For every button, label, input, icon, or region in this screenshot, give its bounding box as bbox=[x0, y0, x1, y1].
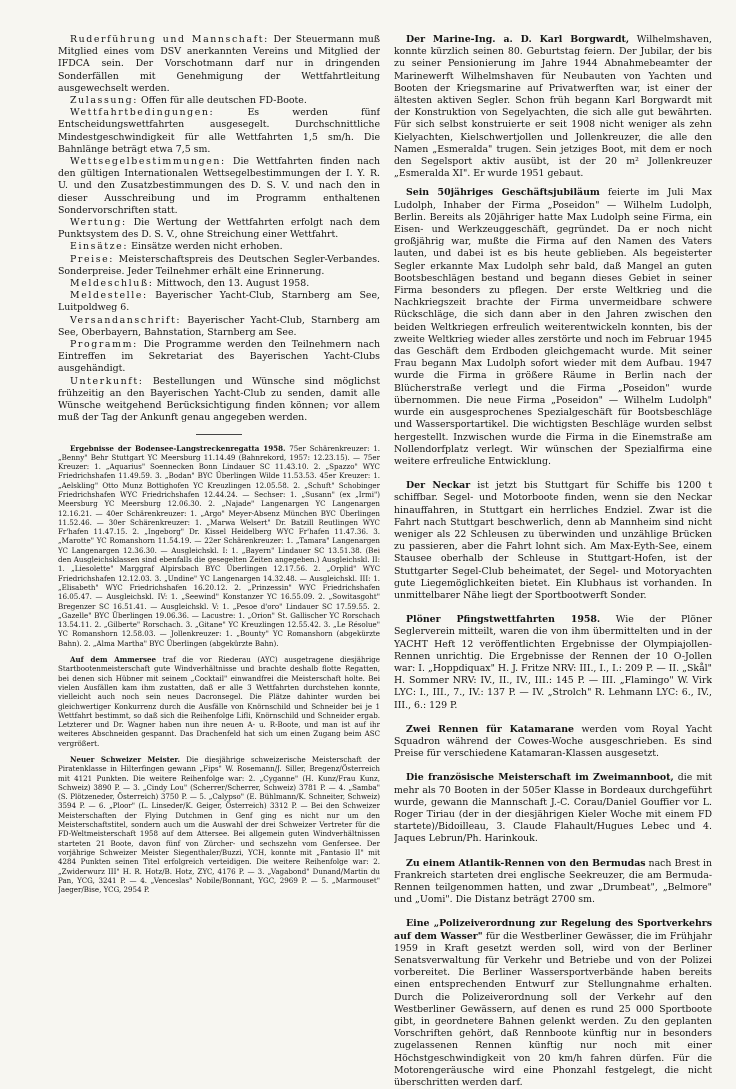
paragraph-heading: Ergebnisse der Bodensee-Langstreckenregatta 1958. bbox=[70, 443, 286, 453]
article-ammersee bbox=[58, 655, 380, 748]
paragraph-heading: Der Neckar bbox=[406, 480, 471, 492]
paragraph-heading: Programm: bbox=[70, 339, 138, 351]
article-programm bbox=[58, 339, 380, 376]
paragraph-body: ist jetzt bis Stuttgart für Schiffe bis 1200 t schiffbar. Segel- und Motorboote finden, wenn sie den Neckar hinauffahren, in Stuttgart ein herrliches Endziel. Zwar ist die Fahrt nach Stuttgart beschwerlich, denn ab Mannheim sind nicht weniger als 22 Schleusen zu überwinden und unzählige Brücken zu passieren, aber die Fahrt lohnt sich. Am Max-Eyth-See, einem Stausee oberhalb der Schleuse in Stuttgart-Hofen, ist der Stuttgarter Segel-Club beheimatet, der Segel- und Motoryachten gute Liegemöglichkeiten bietet. Ein Klubhaus ist vorhanden. In unmittelbarer Nähe liegt der Sportbootwerft Sonder. bbox=[394, 480, 712, 601]
paragraph-heading: Plöner Pfingstwettfahrten 1958. bbox=[406, 614, 601, 626]
paragraph-heading: Einsätze: bbox=[70, 241, 129, 253]
paragraph-body: Es werden fünf Entscheidungswettfahrten ausgesegelt. Durchschnittliche Mindestgeschwindigkeit für alle Wettfahrten 1,5 sm/h. Die Bahnlänge beträgt etwa 7,5 sm. bbox=[58, 107, 380, 155]
paragraph-body: Der Steuermann muß Mitglied eines vom DSV anerkannten Vereins und Mitglied der IFDCA sein. Der Vorschotmann darf nur in dringenden Sonderfällen mit Genehmigung der Wettfahrtleitung ausgewechselt werden. bbox=[58, 34, 380, 94]
paragraph-heading: Wettfahrtbedingungen: bbox=[70, 107, 215, 119]
article-jubilaeum bbox=[394, 187, 712, 468]
article-zulassung bbox=[58, 95, 380, 107]
article-einsaetze bbox=[58, 241, 380, 253]
paragraph-body: Bayerischer Yacht-Club, Starnberg am See, Oberbayern, Bahnstation, Starnberg am See. bbox=[58, 314, 380, 338]
paragraph-heading: Wettsegelbestimmungen: bbox=[70, 156, 226, 168]
article-unterkunft bbox=[58, 376, 380, 425]
paragraph-heading: Ruderführung und Mannschaft: bbox=[70, 34, 269, 45]
paragraph-body: Einsätze werden nicht erhoben. bbox=[131, 241, 283, 253]
paragraph-body: nach Brest in Frankreich starteten drei englische Seekreuzer, die am Bermuda-Rennen teilgenommen hatten, und zwar „Drumbeat", „Belmore" und „Uomi". Die Distanz beträgt 2700 sm. bbox=[394, 857, 712, 906]
paragraph-heading: Unterkunft: bbox=[70, 375, 144, 387]
paragraph-heading: Eine „Polizeiverordnung zur Regelung des Sportverkehrs auf dem Wasser" bbox=[394, 918, 712, 942]
right-column bbox=[394, 34, 712, 1089]
paragraph-heading: Zu einem Atlantik-Rennen von den Bermudas bbox=[406, 857, 646, 869]
paragraph-body: Die Programme werden den Teilnehmern nach Eintreffen im Sekretariat des Bayerischen Yacht-Clubs ausgehändigt. bbox=[58, 339, 380, 375]
paragraph-body: feierte im Juli Max Ludolph, Inhaber der Firma „Poseidon" — Wilhelm Ludolph, Berlin. Bereits als 20jähriger hatte Max Ludolph seine Firma, ein Eisen- und Werkzeuggeschäft, gegründet. Da er noch nicht großjährig war, mußte die Firma auf den Namen des Vaters lauten, und dabei ist es bis heute geblieben. Als begeisterter Segler erkannte Max Ludolph sehr bald, daß Mangel an guten Bootsbeschlägen bestand und begann dieses Gebiet in seiner Firma besonders zu pflegen. Der erste Weltkrieg und die Nachkriegszeit brachte der Firma unvermeidbare schwere Rückschläge, die sich dann aber in den Jahren zwischen den beiden Weltkriegen erfreulich weiterentwickeln konnten, bis der zweite Weltkrieg wieder alles zerstörte und noch im Februar 1945 das Geschäft dem Erdboden gleichgemacht wurde. Mit seiner Frau begann Max Ludolph sofort wieder mit dem Aufbau. 1947 wurde die Firma in größere Räume in Berlin nach der Blücherstraße verlegt und die Firma „Poseidon" wurde übernommen. Die neue Firma „Poseidon" — Wilhelm Ludolph" wurde ein ausgesprochenes Spezialgeschäft für Bootsbeschläge und Wassersportartikel. Die wichtigsten Beschläge wurden selbst hergestellt. Inzwischen wurde die Firma in die Einemstraße am Nollendorfplatz verlegt. Wir wünschen der Spezialfirma eine weitere erfreuliche Entwicklung. bbox=[394, 187, 712, 467]
paragraph-heading: Versandanschrift: bbox=[70, 314, 182, 326]
article-preise bbox=[58, 254, 380, 278]
article-katamarane bbox=[394, 724, 712, 761]
paragraph-body: Wie der Plöner Seglerverein mitteilt, waren die von ihm übermittelten und in der YACHT Heft 12 veröffentlichten Ergebnisse der Olympiajollen-Rennen unrichtig. Die Ergebnisse der Rennen der 10 O-Jollen war: I. „Hoppdiquax" H. J. Fritze NRV: III., I., I.: 209 P. — II. „Skål" H. Sommer NRV: IV., II., IV., III.: 145 P. — III. „Flamingo" W. Virk LYC: I., III., 7., IV.: 137 P. — IV. „Strolch" R. Lehmann LYC: 6., IV., III., 6.: 129 P. bbox=[394, 614, 712, 711]
paragraph-body: 75er Schärenkreuzer: 1. „Benny" Behr Stuttgart YC Meersburg 11.14.49 (Bahnrekord, 1957: 12.23.15). — 75er Kreuzer: 1. „Aquarius" Soennecken Bonn Lindauer SC 11.43.10. 2. „Spazzo" WYC Friedrichshafen 11.49.59. 3. „Bodan" BYC Überlingen Wilde 11.53.53. 45er Kreuzer: 1. „Aelskling" Otto Munz Bottighofen YC Kreuzlingen 12.05.58. 2. „Schuft" Schobinger Friedrichshafen WYC Friedrichshafen 12.44.24. — Sechser: 1. „Susann" (ex „Irmi") Meersburg YC Meersburg 12.06.30. 2. „Najade" Langenargen YC Langenargen 12.16.21. — 40er Schärenkreuzer: 1. „Argo" Meyer-Absenz München BYC Überlingen 11.52.46. — 30er Schärenkreuzer: 1. „Marwa Welsert" Dr. Batzill Reutlingen WYC Fr'hafen 11.47.15. 2. „Ingeborg" Dr. Kissel Heidelberg WYC Fr'hafen 11.47.36. 3. „Marotte" YC Romanshorn 11.54.19. — 22er Schärenkreuzer: 1. „Tamara" Langenargen YC Langenargen 12.36.30. — Ausgleichskl. I: 1. „Bayern" Lindauer SC 13.51.38. (Bei den Ausgleichsklassen sind ebenfalls die gesegelten Zeiten angegeben.) Ausgleichskl. II: 1. „Liesolette" Marggraf Alpirsbach BYC Überlingen 12.17.56. 2. „Orplid" WYC Friedrichshafen 12.12.03. 3. „Undine" YC Langenargen 14.32.48. — Ausgleichskl. III: 1. „Elisabeth" WYC Friedrichshafen 16.20.12. 2. „Prinzessin" WYC Friedrichshafen 16.05.47. — Ausgleichskl. IV: 1. „Seewind" Konstanzer YC 16.55.09. 2. „Sowitasgoht" Bregenzer SC 16.51.41. — Ausgleichskl. V: 1. „Pesoe d'oro" Lindauer SC 17.59.55. 2. „Gazelle" BYC Überlingen 19.06.36. — Lacustre: 1. „Orion" St. Gallischer YC Rorschach 13.54.11. 2. „Gilberte" Rorschach. 3. „Gitane" YC Kreuzlingen 12.55.42. 3. „Le Résolue" YC Romanshorn 12.58.03. — Jollenkreuzer: 1. „Bounty" YC Romanshorn (abgekürzte Bahn). 2. „Alma Martha" BYC Überlingen (abgekürzte Bahn). bbox=[58, 443, 380, 648]
paragraph-heading: Zulassung: bbox=[70, 95, 138, 107]
paragraph-body: Bayerischer Yacht-Club, Starnberg am See, Luitpoldweg 6. bbox=[58, 290, 380, 314]
paragraph-body: die mit mehr als 70 Booten in der 505er Klasse in Bordeaux durchgeführt wurde, gewann die Mannschaft J.-C. Corau/Daniel Gouffier vor L. Roger Tiriau (der in der diesjährigen Kieler Woche mit einem FD startete)/Bidoilleau, 3. Claude Flahault/Hugues Lebec und 4. Jaques Lebrun/Ph. Harinkouk. bbox=[394, 772, 712, 845]
paragraph-heading: Der Marine-Ing. a. D. Karl Borgwardt, bbox=[406, 34, 630, 45]
article-atlantik-rennen bbox=[394, 858, 712, 907]
paragraph-heading: Zwei Rennen für Katamarane bbox=[406, 723, 575, 735]
paragraph-body: Offen für alle deutschen FD-Boote. bbox=[140, 95, 307, 107]
article-schweizer-meister bbox=[58, 755, 380, 894]
paragraph-heading: Preise: bbox=[70, 253, 115, 265]
article-versandanschrift bbox=[58, 315, 380, 339]
article-borgwardt bbox=[394, 34, 712, 180]
paragraph-heading: Neuer Schweizer Meister. bbox=[70, 755, 180, 764]
paragraph-body: Bestellungen und Wünsche sind möglichst frühzeitig an den Bayerischen Yacht-Club zu senden, damit alle Wünsche weitgehend Berücksichtigung finden können; vor allem muß der Tag der Ankunft genau angegeben werden. bbox=[58, 375, 380, 424]
article-polizeiverordnung bbox=[394, 918, 712, 1089]
article-wettsegelbestimmungen bbox=[58, 156, 380, 217]
paragraph-body: traf die vor Riederau (AYC) ausgetragene diesjährige Startbootenmeisterschaft gute Windverhältnisse und brachte deshalb flotte Regatten, bei denen sich Hübner mit seinem „Cocktail" einwandfrei die Meisterschaft holte. Bei vielen Ausfällen kam ihm zustatten, daß er alle 3 Wettfahrten durchstehen konnte, vielleicht auch noch sein neues Dacronsegel. Die Plätze dahinter wurden bei gleichwertiger Konkurrenz durch die Ausfälle von Knörnschild und Schneider bei je 1 Wettfahrt bestimmt, so daß sich die Reihenfolge Lifli, Knörnschild und Schneider ergab. Letzterer und Dr. Wagner haben nun ihre neuen A- u. R-Boote, und man ist auf ihr weiteres Abschneiden gespannt. Das Drachenfeld hat sich um einen Zugang beim ASC vergrößert. bbox=[58, 655, 380, 748]
article-franzoesische-meisterschaft bbox=[394, 772, 712, 845]
paragraph-heading: Meldestelle: bbox=[70, 290, 148, 302]
article-neckar bbox=[394, 480, 712, 602]
article-wettfahrtbedingungen bbox=[58, 107, 380, 156]
left-column bbox=[58, 34, 380, 894]
paragraph-body: werden vom Royal Yacht Squadron während der Cowes-Woche ausgeschrieben. Es sind Preise für verschiedene Katamaran-Klassen ausgesetzt. bbox=[394, 723, 712, 760]
paragraph-body: Mittwoch, den 13. August 1958. bbox=[156, 278, 310, 290]
article-meldeschluss bbox=[58, 278, 380, 290]
paragraph-heading: Meldeschluß: bbox=[70, 278, 154, 290]
article-wertung bbox=[58, 217, 380, 241]
paragraph-heading: Sein 50jähriges Geschäftsjubiläum bbox=[406, 187, 600, 199]
paragraph-body: Wilhelmshaven, konnte kürzlich seinen 80. Geburtstag feiern. Der Jubilar, der bis zu seiner Pensionierung im Jahre 1944 Abnahmebeamter der Marinewerft Wilhelmshaven für Neubauten von Yachten und Booten der Kriegsmarine auf Privatwerften war, ist einer der ältesten aktiven Segler. Schon früh begann Karl Borgwardt mit der Konstruktion von Segelyachten, die sich alle gut bewährten. Für sich selbst konstruierte er seit 1908 nicht weniger als zehn Kielyachten, Kielschwertjollen und Jollenkreuzer, die alle den Namen „Esmeralda" trugen. Sein jetziges Boot, mit dem er noch den Segelsport aktiv ausübt, ist der 20 m² Jollenkreuzer „Esmeralda XI". Er wurde 1951 gebaut. bbox=[394, 34, 712, 180]
article-ploener bbox=[394, 614, 712, 712]
divider bbox=[196, 434, 242, 435]
paragraph-body: für die Westberliner Gewässer, die im Frühjahr 1959 in Kraft gesetzt werden soll, wird von der Berliner Senatsverwaltung für Verkehr und Betriebe und von der Polizei vorbereitet. Die Berliner Wassersportverbände haben bereits einen entsprechenden Entwurf zur Stellungnahme erhalten. Durch die Polizeiverordnung soll der Verkehr auf den Westberliner Gewässern, auf denen es rund 25 000 Sportboote gibt, in geordnetere Bahnen gelenkt werden. Zu den geplanten Vorschriften gehört, daß Rennboote künftig nur in besonders zugelassenen Rennen künftig nur noch mit einer Höchstgeschwindigkeit von 20 km/h fahren dürfen. Für die Motorengeräusche wird eine Phonzahl festgelegt, die nicht überschritten werden darf. bbox=[394, 930, 712, 1089]
paragraph-body: Meisterschaftspreis des Deutschen Segler-Verbandes. Sonderpreise. Jeder Teilnehmer erhält eine Erinnerung. bbox=[58, 253, 380, 277]
paragraph-heading: Wertung: bbox=[70, 217, 127, 229]
article-ruderfuehrung bbox=[58, 34, 380, 95]
paragraph-heading: Auf dem Ammersee bbox=[70, 655, 157, 665]
paragraph-heading: Die französische Meisterschaft im Zweimannboot, bbox=[406, 772, 674, 784]
paragraph-body: Die diesjährige schweizerische Meisterschaft der Piratenklasse in Hilterfingen gewann „Fips" W. Rosemann/J. Siller, Bregenz/Österreich mit 4121 Punkten. Die weitere Reihenfolge war: 2. „Cyganne" (H. Kunz/Frau Kunz, Schweiz) 3890 P. — 3. „Cindy Lou" (Scherrer/Scherrer, Schweiz) 3781 P. — 4. „Samba" (S. Plötzeneder, Österreich) 3750 P. — 5. „Calypso" (E. Bühlmann/K. Schneiter, Schweiz) 3594 P. — 6. „Ploor" (L. Linseder/K. Geiger, Österreich) 3312 P. — Bei den Schweizer Meisterschaften der Flying Dutchmen in Genf ging es nicht nur um den Meisterschaftstitel, sondern auch um die Auswahl der drei Schweizer Vertreter für die FD-Weltmeisterschaft 1958 auf dem Attersee. Bei allgemein guten Windverhältnissen starteten 21 Boote, davon fünf von Zürcher- und sechszehn vom Genfersee. Der vorjährige Schweizer Meister Siegenthaler/Buzzi, YCH, konnte mit „Fantasio II" mit 4284 Punkten seinen Titel erfolgreich verteidigen. Die weitere Reihenfolge war: 2. „Zwiderwurz III" H. R. Hotz/B. Hotz, ZYC, 4176 P. — 3. „Vagabond" Dunand/Martin du Pan, YCG, 3241 P. — 4. „Venceslas" Nobile/Bonnant, YGC, 2969 P. — 5. „Marmouset" Jaeger/Bise, YCG, 2954 P. bbox=[58, 755, 380, 895]
paragraph-body: Die Wettfahrten finden nach den gültigen Internationalen Wettsegelbestimmungen der I. Y. R. U. und den Zusatzbestimmungen des D. S. V. und nach den in dieser Ausschreibung und im Programm enthaltenen Sondervorschriften statt. bbox=[58, 156, 380, 216]
article-meldestelle bbox=[58, 290, 380, 314]
paragraph-body: Die Wertung der Wettfahrten erfolgt nach dem Punktsystem des D. S. V., ohne Streichung einer Wettfahrt. bbox=[58, 217, 380, 241]
article-bodensee-results bbox=[58, 444, 380, 649]
